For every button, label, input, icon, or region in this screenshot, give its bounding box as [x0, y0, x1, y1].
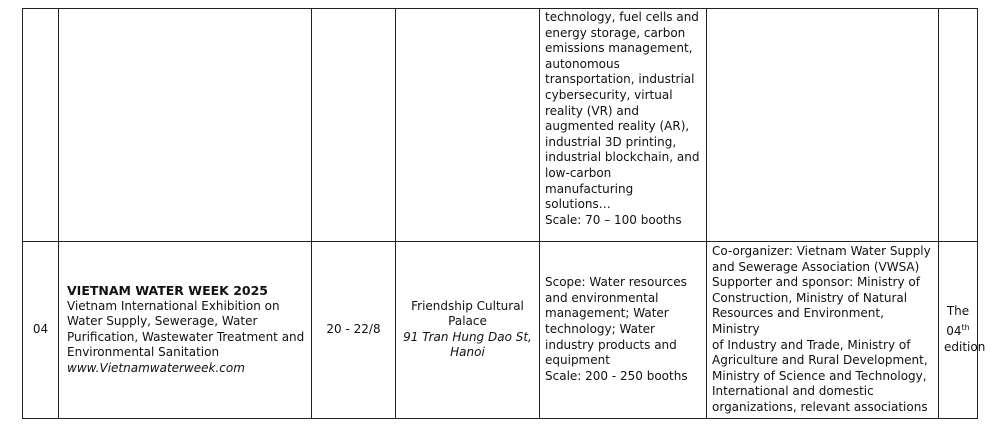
- date-cell: [312, 242, 396, 419]
- edition-prefix: The: [946, 304, 970, 319]
- exhibition-table: [22, 8, 986, 419]
- event-cell: [59, 9, 312, 242]
- edition-number: 04th: [946, 322, 970, 338]
- row-number-cell: [23, 9, 59, 242]
- event-website: www.Vietnamwaterweek.com: [67, 360, 245, 375]
- table-row: [23, 242, 978, 419]
- edition-label: edition: [944, 339, 986, 354]
- venue-cell: [396, 9, 540, 242]
- date-cell: [312, 9, 396, 242]
- venue-cell: [396, 242, 540, 419]
- scope-cell: technology, fuel cells and energy storage, carbon emissions management, autonomous transportation, industrial cybersecurity, virtual reality (VR) and augmented reality (AR), industrial 3D printing, industrial blockchain, and low-carbon manufacturing solutions… Scale: 70 – 100 booths: [540, 9, 707, 242]
- event-name: VIETNAM WATER WEEK 2025: [67, 282, 268, 298]
- organizers-cell: Co-organizer: Vietnam Water Supply and Sewerage Association (VWSA) Supporter and sponsor: Ministry of Construction, Ministry of Natural Resources and Environment, Ministry of Industry and Trade, Ministry of Agriculture and Rural Development, Ministry of Science and Technology, International and domestic organizations, relevant associations: [707, 242, 939, 419]
- table-row: [23, 9, 978, 242]
- venue-name: Friendship Cultural Palace: [411, 298, 524, 329]
- edition-cell: [939, 242, 986, 419]
- edition-cell: [939, 9, 978, 242]
- event-description: Vietnam International Exhibition on Water Supply, Sewerage, Water Purification, Wastewater Treatment and Environmental Sanitation: [67, 298, 305, 360]
- organizers-cell: [707, 9, 939, 242]
- venue-address: 91 Tran Hung Dao St, Hanoi: [403, 329, 532, 360]
- row-number-cell: [23, 242, 59, 419]
- event-cell: [59, 242, 312, 419]
- scope-cell: Scope: Water resources and environmental management; Water technology; Water industry products and equipment Scale: 200 - 250 booths: [540, 242, 707, 419]
- event-date: 20 - 22/8: [326, 321, 381, 336]
- row-number: 04: [32, 321, 49, 336]
